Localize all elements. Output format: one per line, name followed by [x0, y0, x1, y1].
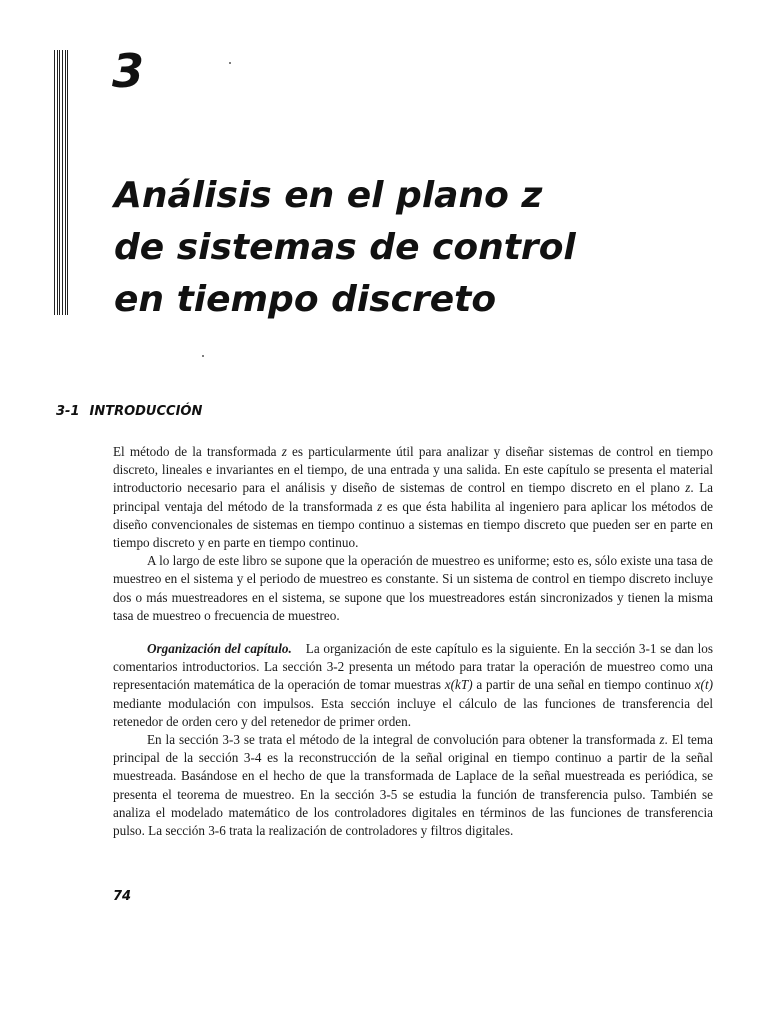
p4-text-a: En la sección 3-3 se trata el método de la integral de convolución para obtener la transformada	[147, 732, 660, 748]
chapter-title	[114, 170, 714, 326]
p1-text-d: es que ésta habilita al ingeniero para aplicar los métodos de diseño convencionales de sistemas en tiempo continuo a sistemas en tiempo discreto que pueden ser en parte en tiempo discreto y en parte en tiempo continuo.	[113, 498, 713, 551]
p3-math-xkt: x(kT)	[444, 677, 473, 693]
p3-text-b: a partir de una señal en tiempo continuo	[472, 677, 695, 693]
p1-math-z3: z	[377, 498, 383, 514]
p1-math-z2: z	[685, 480, 691, 496]
page-number: 74	[113, 889, 132, 904]
p4-text-b: . El tema principal de la sección 3-4 es la reconstrucción de la señal original en tiempo continuo a partir de la señal muestreada. Basándose en el hecho de que la transformada de Laplace de la señal muestreada es periódica, se presenta el teorema de muestreo. En la sección 3-5 se estudia la función de transferencia pulso. También se analiza el modelado matemático de los controladores digitales en términos de las funciones de transferencia pulso. La sección 3-6 trata la realización de controladores y filtros digitales.	[113, 732, 713, 839]
p3-text-c: mediante modulación con impulsos. Esta sección incluye el cálculo de las funciones de transferencia del retenedor de orden cero y del retenedor de primer orden.	[113, 695, 713, 729]
p3-math-xt: x(t)	[694, 677, 714, 693]
p3-lead: Organización del capítulo.	[147, 641, 292, 657]
p1-text-a: El método de la transformada	[113, 444, 282, 459]
chapter-title-line-2: de sistemas de control	[114, 227, 576, 268]
scan-speck	[229, 62, 231, 64]
chapter-title-line-3: en tiempo discreto	[114, 279, 497, 320]
p1-text-b: es particularmente útil para analizar y diseñar sistemas de control en tiempo discreto, lineales e invariantes en el tiempo, de una entrada y una salida. En este capítulo se presenta el material introductorio necesario para el análisis y diseño de sistemas de control en tiempo discreto en el plano	[113, 444, 713, 496]
chapter-number: 3	[112, 44, 145, 98]
section-number: 3-1	[56, 404, 80, 419]
chapter-margin-rules	[54, 50, 68, 315]
paragraph-2: A lo largo de este libro se supone que la operación de muestreo es uniforme; esto es, sólo existe una tasa de muestreo en el sistema y el periodo de muestreo es constante. Si un sistema de control en tiempo discreto incluye dos o más muestreadores en el sistema, se supone que los muestreadores están sincronizados y tienen la misma tasa de muestreo o frecuencia de muestreo.	[113, 553, 713, 623]
intro-body	[113, 443, 713, 840]
p4-math-z: z	[659, 732, 665, 748]
chapter-title-line-1: Análisis en el plano z	[114, 175, 543, 216]
scan-speck	[202, 355, 204, 357]
p1-math-z1: z	[281, 444, 287, 459]
section-title: INTRODUCCIÓN	[89, 404, 203, 419]
p1-text-c: . La principal ventaja del método de la transformada	[113, 480, 713, 514]
section-heading	[56, 404, 202, 419]
paragraph-1	[113, 443, 713, 552]
paragraph-3	[113, 640, 713, 731]
p3-text-a: La organización de este capítulo es la siguiente. En la sección 3-1 se dan los comentarios introductorios. La sección 3-2 presenta un método para tratar la operación de muestreo como una representación matemática de la operación de tomar muestras	[113, 641, 713, 693]
paragraph-4	[113, 731, 713, 840]
